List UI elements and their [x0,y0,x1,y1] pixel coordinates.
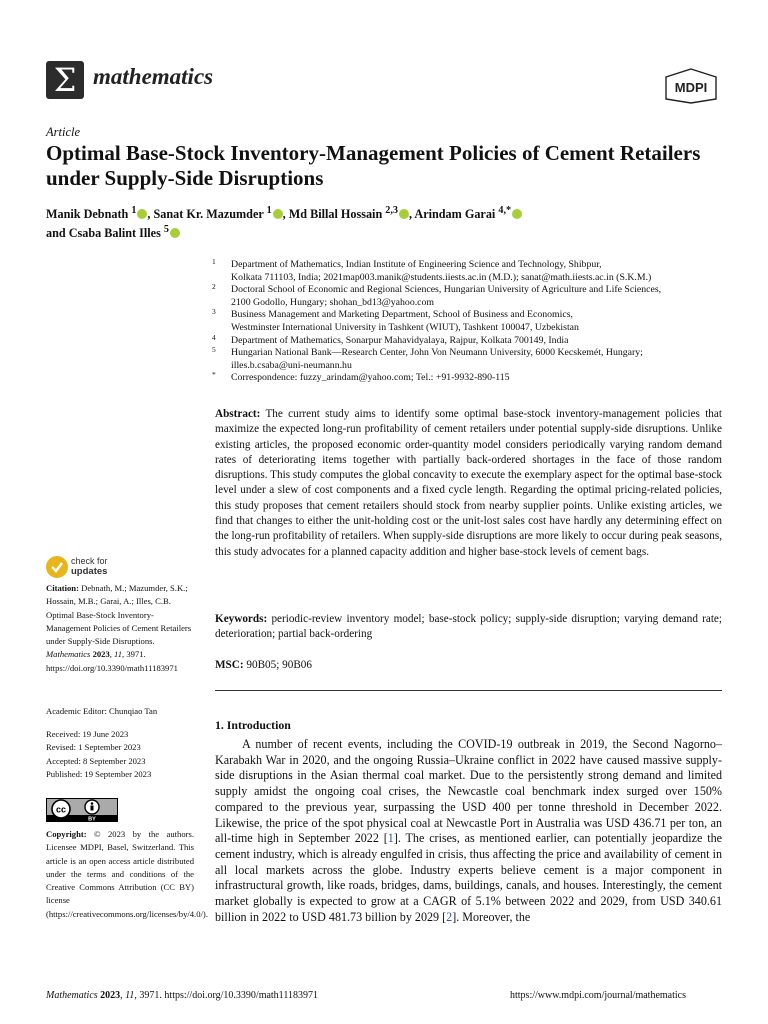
section-divider [215,690,722,691]
abstract [215,407,722,560]
date-accepted: Accepted: 8 September 2023 [46,755,146,766]
affiliation-item: 4 Department of Mathematics, Sonarpur Mahavidyalaya, Rajpur, Kolkata 700149, India [212,332,569,346]
svg-text:cc: cc [55,804,67,815]
academic-editor: Academic Editor: Chunqiao Tan [46,706,158,716]
author-name: Arindam Garai [414,207,496,222]
affiliation-item: 5 Hungarian National Bank—Research Center, John Von Neumann University, 6000 Kecskemét, Hungary; illes.b.csaba@uni-neumann.hu [212,345,643,371]
journal-logo: Σ [46,61,84,99]
journal-name: mathematics [93,64,214,89]
affiliation-item: 2 Doctoral School of Economic and Regional Sciences, Hungarian University of Agriculture and Life Sciences, 2100 Godollo, Hungary; shohan_bd13@yahoo.com [212,282,662,308]
keywords-label: Keywords: [215,613,268,625]
citation-link[interactable]: 1 [387,831,394,846]
article-type: Article [46,125,81,139]
keywords-text: periodic-review inventory model; base-stock policy; supply-side disruption; varying demand rate; deterioration; partial back-ordering [215,613,723,641]
footer-journal-url[interactable]: https://www.mdpi.com/journal/mathematics [510,990,686,1001]
affiliations [212,259,732,385]
author-name: Csaba Balint Illes [68,226,161,241]
abstract-label: Abstract: [215,408,261,420]
section-heading: 1. Introduction [215,718,291,732]
msc-text: 90B05; 90B06 [246,659,312,671]
orcid-icon[interactable] [170,228,180,238]
citation-link[interactable]: 2 [446,909,453,924]
correspondence: * Correspondence: fuzzy_arindam@yahoo.com; Tel.: +91-9932-890-115 [212,370,510,384]
date-published: Published: 19 September 2023 [46,768,152,779]
author-affil: 1 [131,205,137,216]
affiliation-item: 3 Business Management and Marketing Department, School of Business and Economics, Westminster International University in Tashkent (WIUT), Tashkent 100047, Uzbekistan [212,307,579,333]
svg-text:BY: BY [88,816,96,822]
keywords [215,612,722,643]
footer-citation: Mathematics 2023, 11, 3971. https://doi.org/10.3390/math11183971 [46,990,318,1001]
orcid-icon[interactable] [512,209,522,219]
msc-label: MSC: [215,659,244,671]
check-updates-icon [46,556,68,578]
publisher-name: MDPI [674,80,708,95]
orcid-icon[interactable] [137,209,147,219]
orcid-icon[interactable] [399,209,409,219]
citation-block: Citation: Debnath, M.; Mazumder, S.K.; Hossain, M.B.; Garai, A.; Illes, C.B. Optimal Base-Stock Inventory-Management Policies of Cement Retailers under Supply-Side Disruptions. Mathematics 2023, 11, 3971. https://doi.org/10.3390/math11183971 [46,583,192,673]
check-updates-label: check for updates [71,556,108,577]
abstract-text: The current study aims to identify some optimal base-stock inventory-management policies that maximize the expected long-run profitability of cement retailers under potential supply-side disruptions. Unlike existing articles, the proposed economic order-quantity model considers periodically varying random demand rates of deteriorating items together with partially back-ordered shortages in the face of those random disruptions. This study computes the global concavity to execute the exemplary aspect for the optimal base-stock level under a slew of cost components and a fixed cycle length. Regarding the optimal pricing-related policies, this study proposes that cement retailers should stock from nearby supplier points. Unlike existing articles, we find that changes to either the unit-holding cost or the unit-lost sales cost have hardly any determining effect on the long-run profitability of retailers. When supply-side disruptions are more likely to occur during peak seasons, this study advocates for a planned capacity addition and higher base-stock levels of cement bags. [215,408,722,558]
date-revised: Revised: 1 September 2023 [46,742,141,753]
paper-title: Optimal Base-Stock Inventory-Management Policies of Cement Retailers under Supply-Side Disruptions [46,141,701,190]
author-list: Manik Debnath $^1$ , Sanat Kr. Mazumder $^1$ , Md Billal Hossain $^{2,3}$ , Arindam Garai $^{4,*}$ and Csaba Balint Illes $^5$ [46,203,666,241]
copyright-notice: Copyright: © 2023 by the authors. Licensee MDPI, Basel, Switzerland. This article is an open access article distributed under the terms and conditions of the Creative Commons Attribution (CC BY) license (https://creativecommons.org/licenses/by/4.0/). [46,829,208,919]
introduction-paragraph: A number of recent events, including the COVID-19 outbreak in 2019, the Second Nagorno–Karabakh War in 2020, and the ongoing Russia–Ukraine conflict in 2022 have caused massive supply-side disruptions in the Asian thermal coal market. Due to the persistently strong demand and limited supply amidst the ongoing coal crises, the Newcastle coal benchmark index surged over 150% compared to the previous year, surpassing the USD 400 per tonne threshold in December 2022. Likewise, the price of the spot physical coal at Newcastle Port in Australia was USD 436.71 per ton, an all-time high in September 2022 [1]. The crises, as mentioned earlier, can potentially jeopardize the cement industry, which is already engulfed in crisis, thus affecting the price and availability of cement in all local markets across the globe. Industry experts believe cement is a major component in infrastructural growth, like roads, bridges, dams, buildings, canals, and houses. Interestingly, the cement market globally is expected to grow at a CAGR of 5.1% between 2022 and 2029, from USD 340.61 billion in 2022 to USD 481.73 billion by 2029 [2]. Moreover, the [215,737,722,924]
orcid-icon[interactable] [273,209,283,219]
author-affil: 1 [266,205,272,216]
author-affil: 5 [163,224,169,236]
msc [215,658,722,673]
date-received: Received: 19 June 2023 [46,729,129,739]
mdpi-logo [664,68,718,104]
cc-by-license-icon[interactable] [46,798,118,822]
affiliation-item: 1 Department of Mathematics, Indian Institute of Engineering Science and Technology, Shibpur, Kolkata 711103, India; 2021map003.manik@students.iiests.ac.in (M.D.); sanat@math.iiests.ac.in (S.K.M.) [212,257,652,283]
author-name: Sanat Kr. Mazumder [153,207,264,222]
author-name: Md Billal Hossain [288,207,383,222]
publication-dates [46,728,194,781]
author-affil: 4,* [498,205,512,216]
author-and: and [46,226,66,241]
author-name: Manik Debnath [46,207,129,222]
author-affil: 2,3 [385,205,398,216]
